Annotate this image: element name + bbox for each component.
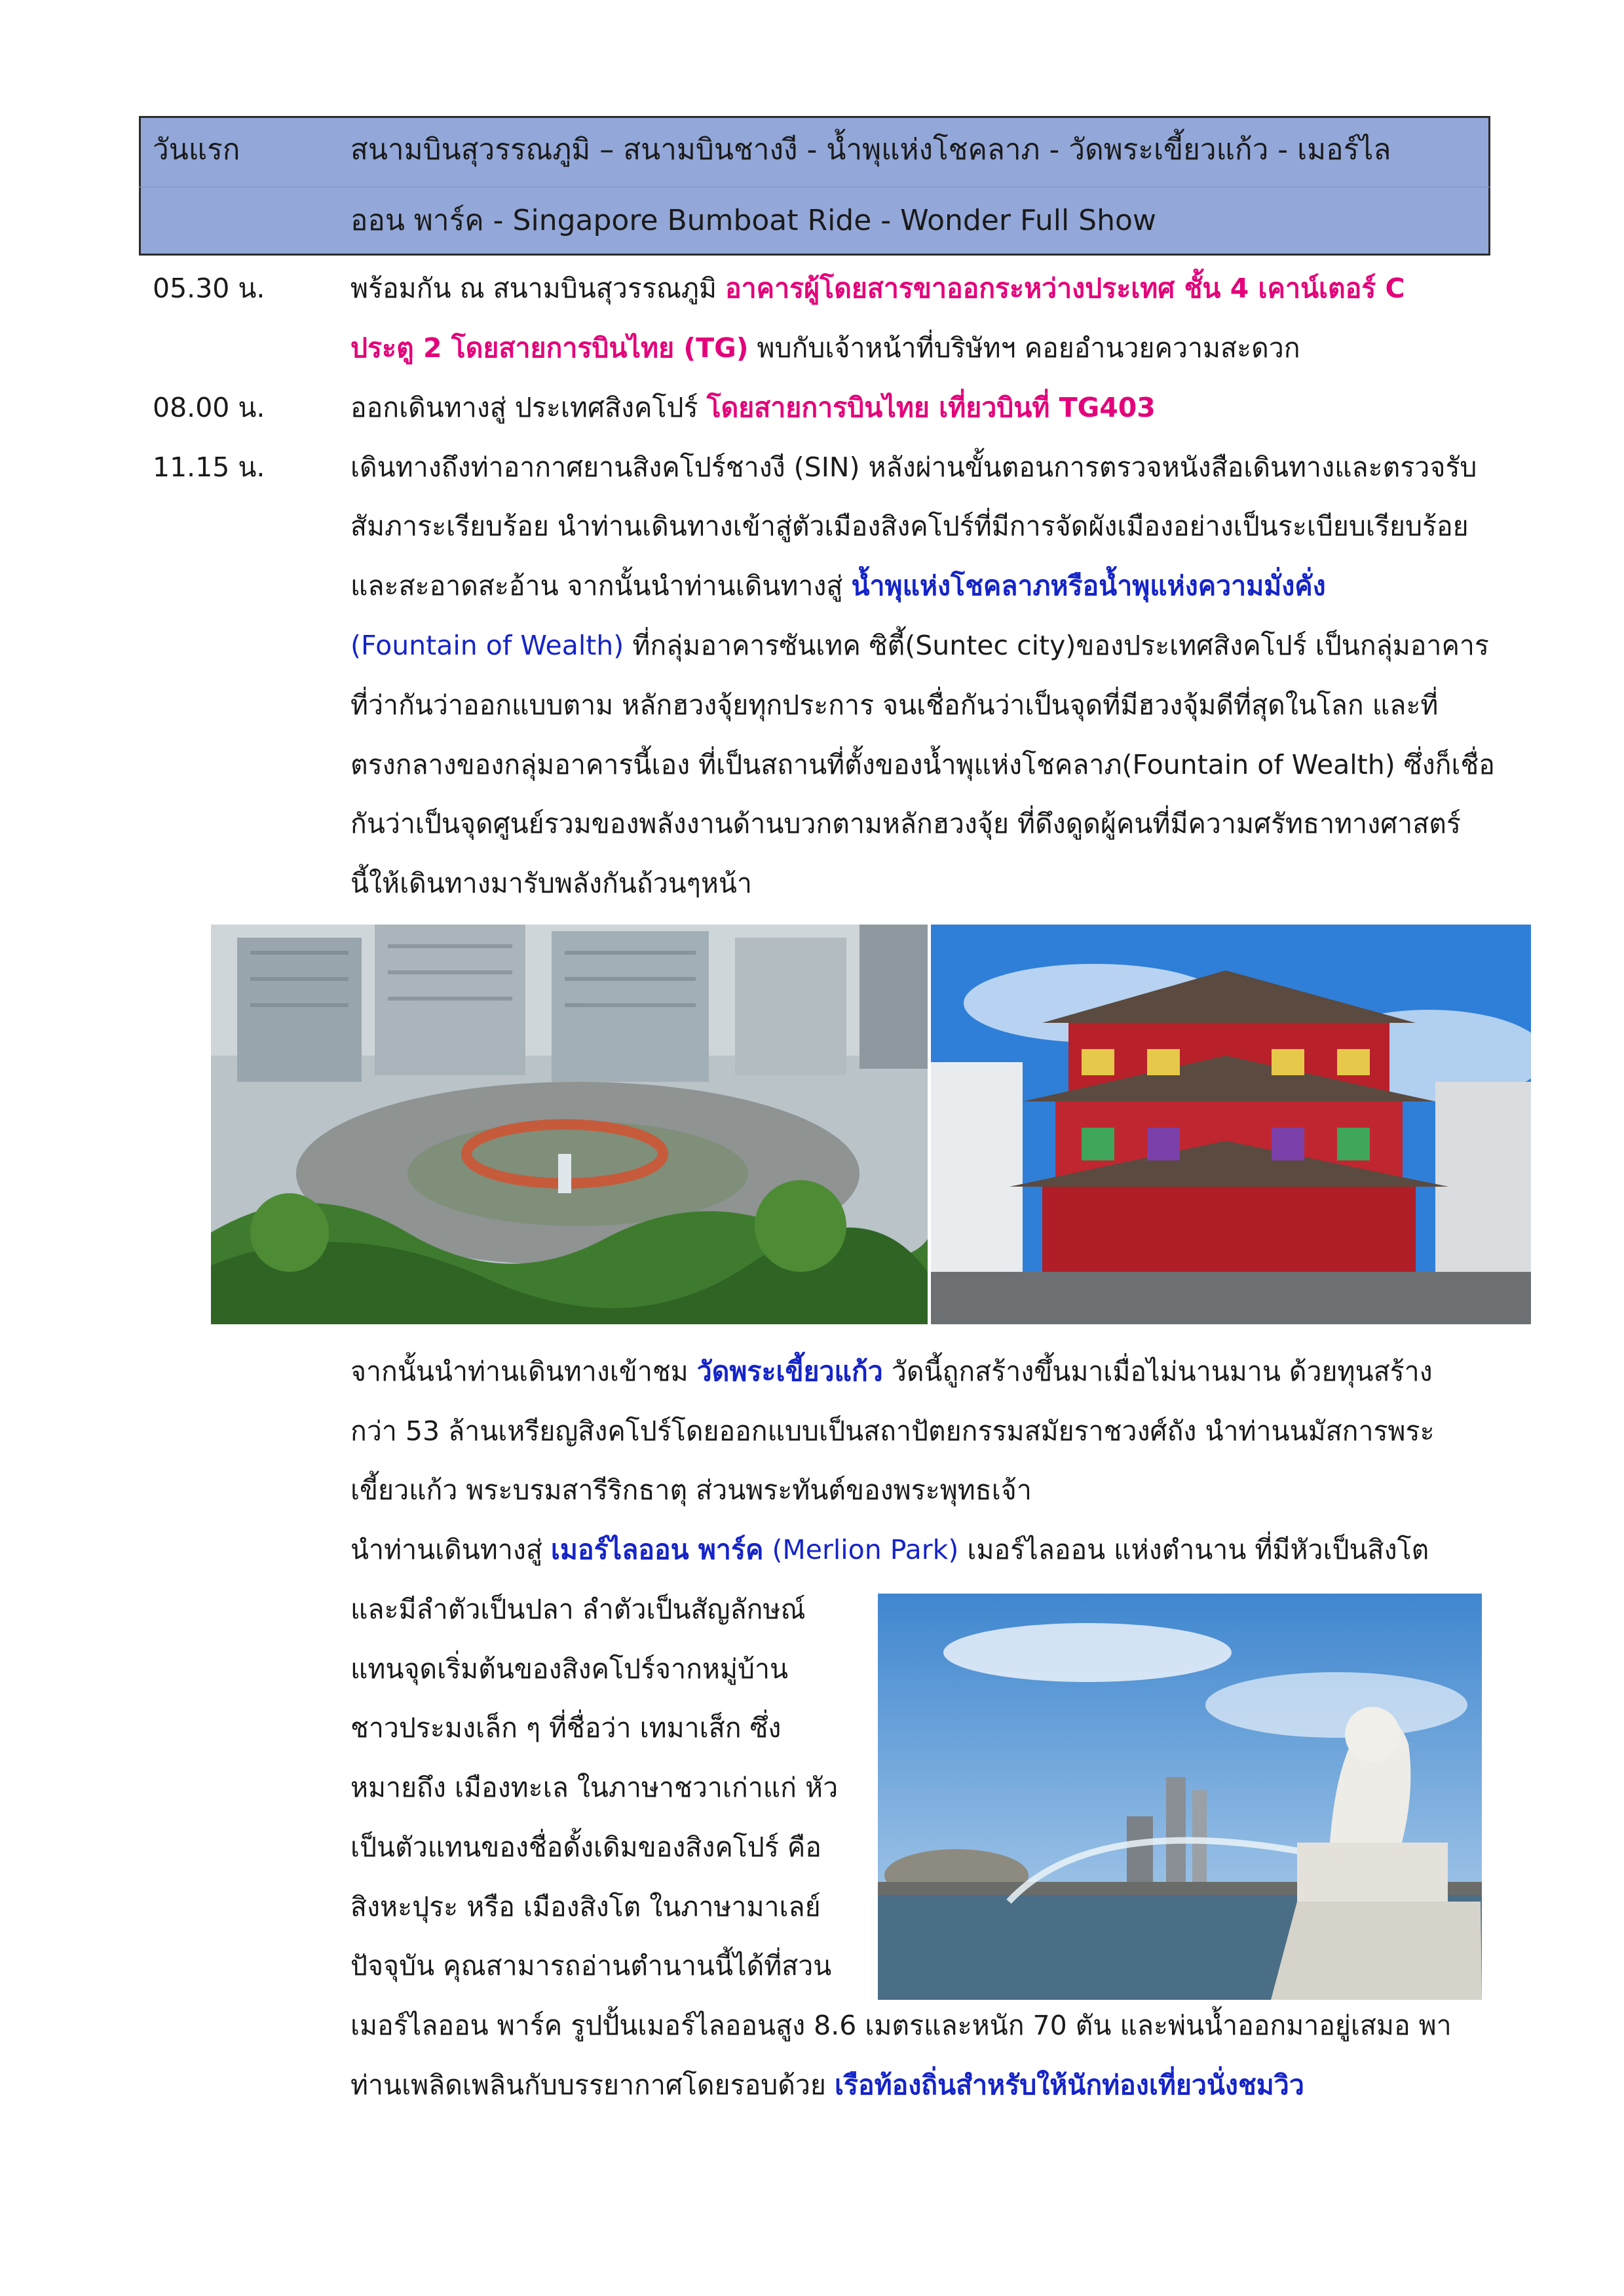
temple-line2: กว่า 53 ล้านเหรียญสิงคโปร์โดยออกแบบเป็นสถาปัตยกรรมสมัยราชวงศ์ถัง นำท่านนมัสการพระ	[350, 1415, 1435, 1447]
merlion-wrap-5: เป็นตัวแทนของชื่อดั้งเดิมของสิงคโปร์ คือ	[350, 1831, 821, 1863]
entry-0530-plain-2: พบกับเจ้าหน้าที่บริษัทฯ คอยอำนวยความสะดวก	[748, 332, 1300, 364]
entry-1115-plain-3: และสะอาดสะอ้าน จากนั้นนำท่านเดินทางสู่	[350, 570, 852, 602]
merlion-park-photo	[878, 1594, 1482, 2000]
time-1115: 11.15 น.	[153, 451, 265, 483]
time-0800: 08.00 น.	[153, 392, 265, 423]
route-line-2: ออน พาร์ค - Singapore Bumboat Ride - Wonder Full Show	[350, 204, 1156, 237]
entry-1115-plain-4: ที่กลุ่มอาคารซันเทค ซิตี้(Suntec city)ของประเทศสิงคโปร์ เป็นกลุ่มอาคาร	[624, 630, 1489, 661]
fountain-name: น้ำพุแห่งโชคลาภหรือน้ำพุแห่งความมั่งคั่ง	[851, 570, 1326, 602]
entry-1115-line7: กันว่าเป็นจุดศูนย์รวมของพลังงานด้านบวกตามหลักฮวงจุ้ย ที่ดึงดูดผู้คนที่มีความศรัทธาทางศาสตร์	[350, 808, 1461, 839]
merlion-wrap-2: แทนจุดเริ่มต้นของสิงคโปร์จากหมู่บ้าน	[350, 1653, 789, 1685]
temple-plain: จากนั้นนำท่านเดินทางเข้าชม	[350, 1356, 697, 1387]
fountain-english: (Fountain of Wealth)	[350, 630, 624, 661]
merlion-wrap-1: และมีลำตัวเป็นปลา ลำตัวเป็นสัญลักษณ์	[350, 1594, 806, 1625]
buddha-tooth-relic-temple-photo	[931, 925, 1531, 1324]
entry-0530-highlight: อาคารผู้โดยสารขาออกระหว่างประเทศ ชั้น 4 เคาน์เตอร์ C	[725, 273, 1405, 304]
entry-1115-line8: นี้ให้เดินทางมารับพลังกันถ้วนๆหน้า	[350, 868, 752, 899]
entry-1115-line1: เดินทางถึงท่าอากาศยานสิงคโปร์ชางงี (SIN) หลังผ่านขั้นตอนการตรวจหนังสือเดินทางและตรวจรับ	[350, 451, 1477, 483]
temple-line3: เขี้ยวแก้ว พระบรมสารีริกธาตุ ส่วนพระทันต์ของพระพุทธเจ้า	[350, 1474, 1032, 1506]
merlion-line1	[350, 1535, 1429, 1565]
entry-0530-line1	[350, 273, 1405, 303]
merlion-wrap-3: ชาวประมงเล็ก ๆ ที่ชื่อว่า เทมาเส็ก ซึ่ง	[350, 1712, 782, 1744]
time-0530: 05.30 น.	[153, 273, 265, 304]
temple-line1	[350, 1356, 1433, 1387]
entry-1115-line5: ที่ว่ากันว่าออกแบบตาม หลักฮวงจุ้ยทุกประการ จนเชื่อกันว่าเป็นจุดที่มีฮวงจุ้มดีที่สุดในโลก และที่	[350, 689, 1439, 721]
entry-0530-plain: พร้อมกัน ณ สนามบินสุวรรณภูมิ	[350, 273, 726, 304]
merlion-park-english: (Merlion Park)	[763, 1534, 959, 1565]
entry-1115-line4	[350, 630, 1489, 660]
merlion-tail: เมอร์ไลออน แห่งตำนาน ที่มีหัวเป็นสิงโต	[958, 1534, 1429, 1565]
bumboat-highlight: เรือท้องถิ่นสำหรับให้นักท่องเที่ยวนั่งชมวิว	[834, 2069, 1304, 2101]
temple-tail: วัดนี้ถูกสร้างขึ้นมาเมื่อไม่นานมาน ด้วยทุนสร้าง	[882, 1356, 1433, 1387]
entry-0530-line2	[350, 333, 1300, 363]
fountain-of-wealth-photo	[211, 925, 928, 1324]
entry-1115-line2: สัมภาระเรียบร้อย นำท่านเดินทางเข้าสู่ตัวเมืองสิงคโปร์ที่มีการจัดผังเมืองอย่างเป็นระเบียบเรียบร้อย	[350, 510, 1469, 542]
entry-1115-line3	[350, 571, 1326, 601]
entry-0800-line1	[350, 392, 1156, 423]
entry-0530-highlight-2: ประตู 2 โดยสายการบินไทย (TG)	[350, 332, 749, 364]
day-label: วันแรก	[153, 133, 240, 166]
merlion-park-name: เมอร์ไลออน พาร์ค	[550, 1534, 764, 1565]
route-line-1: สนามบินสุวรรณภูมิ – สนามบินชางงี - น้ำพุแห่งโชคลาภ - วัดพระเขี้ยวแก้ว - เมอร์ไล	[350, 133, 1391, 166]
entry-0800-highlight: โดยสายการบินไทย เที่ยวบินที่ TG403	[706, 392, 1156, 423]
merlion-wrap-7: ปัจจุบัน คุณสามารถอ่านตำนานนี้ได้ที่สวน	[350, 1950, 832, 1981]
entry-1115-line6: ตรงกลางของกลุ่มอาคารนี้เอง ที่เป็นสถานที่ตั้งของน้ำพุแห่งโชคลาภ(Fountain of Wealth) ซึ่งก็เชื่อ	[350, 749, 1495, 780]
merlion-after-1: เมอร์ไลออน พาร์ค รูปปั้นเมอร์ไลออนสูง 8.6 เมตรและหนัก 70 ตัน และพ่นน้ำออกมาอยู่เสมอ พา	[350, 2010, 1452, 2041]
merlion-after-2	[350, 2070, 1304, 2100]
entry-0800-plain: ออกเดินทางสู่ ประเทศสิงคโปร์	[350, 392, 707, 423]
temple-name: วัดพระเขี้ยวแก้ว	[696, 1356, 883, 1387]
merlion-plain: นำท่านเดินทางสู่	[350, 1534, 551, 1565]
merlion-wrap-4: หมายถึง เมืองทะเล ในภาษาชวาเก่าแก่ หัว	[350, 1772, 839, 1803]
merlion-wrap-6: สิงหะปุระ หรือ เมืองสิงโต ในภาษามาเลย์	[350, 1891, 821, 1923]
merlion-after-plain: ท่านเพลิดเพลินกับบรรยากาศโดยรอบด้วย	[350, 2069, 835, 2101]
